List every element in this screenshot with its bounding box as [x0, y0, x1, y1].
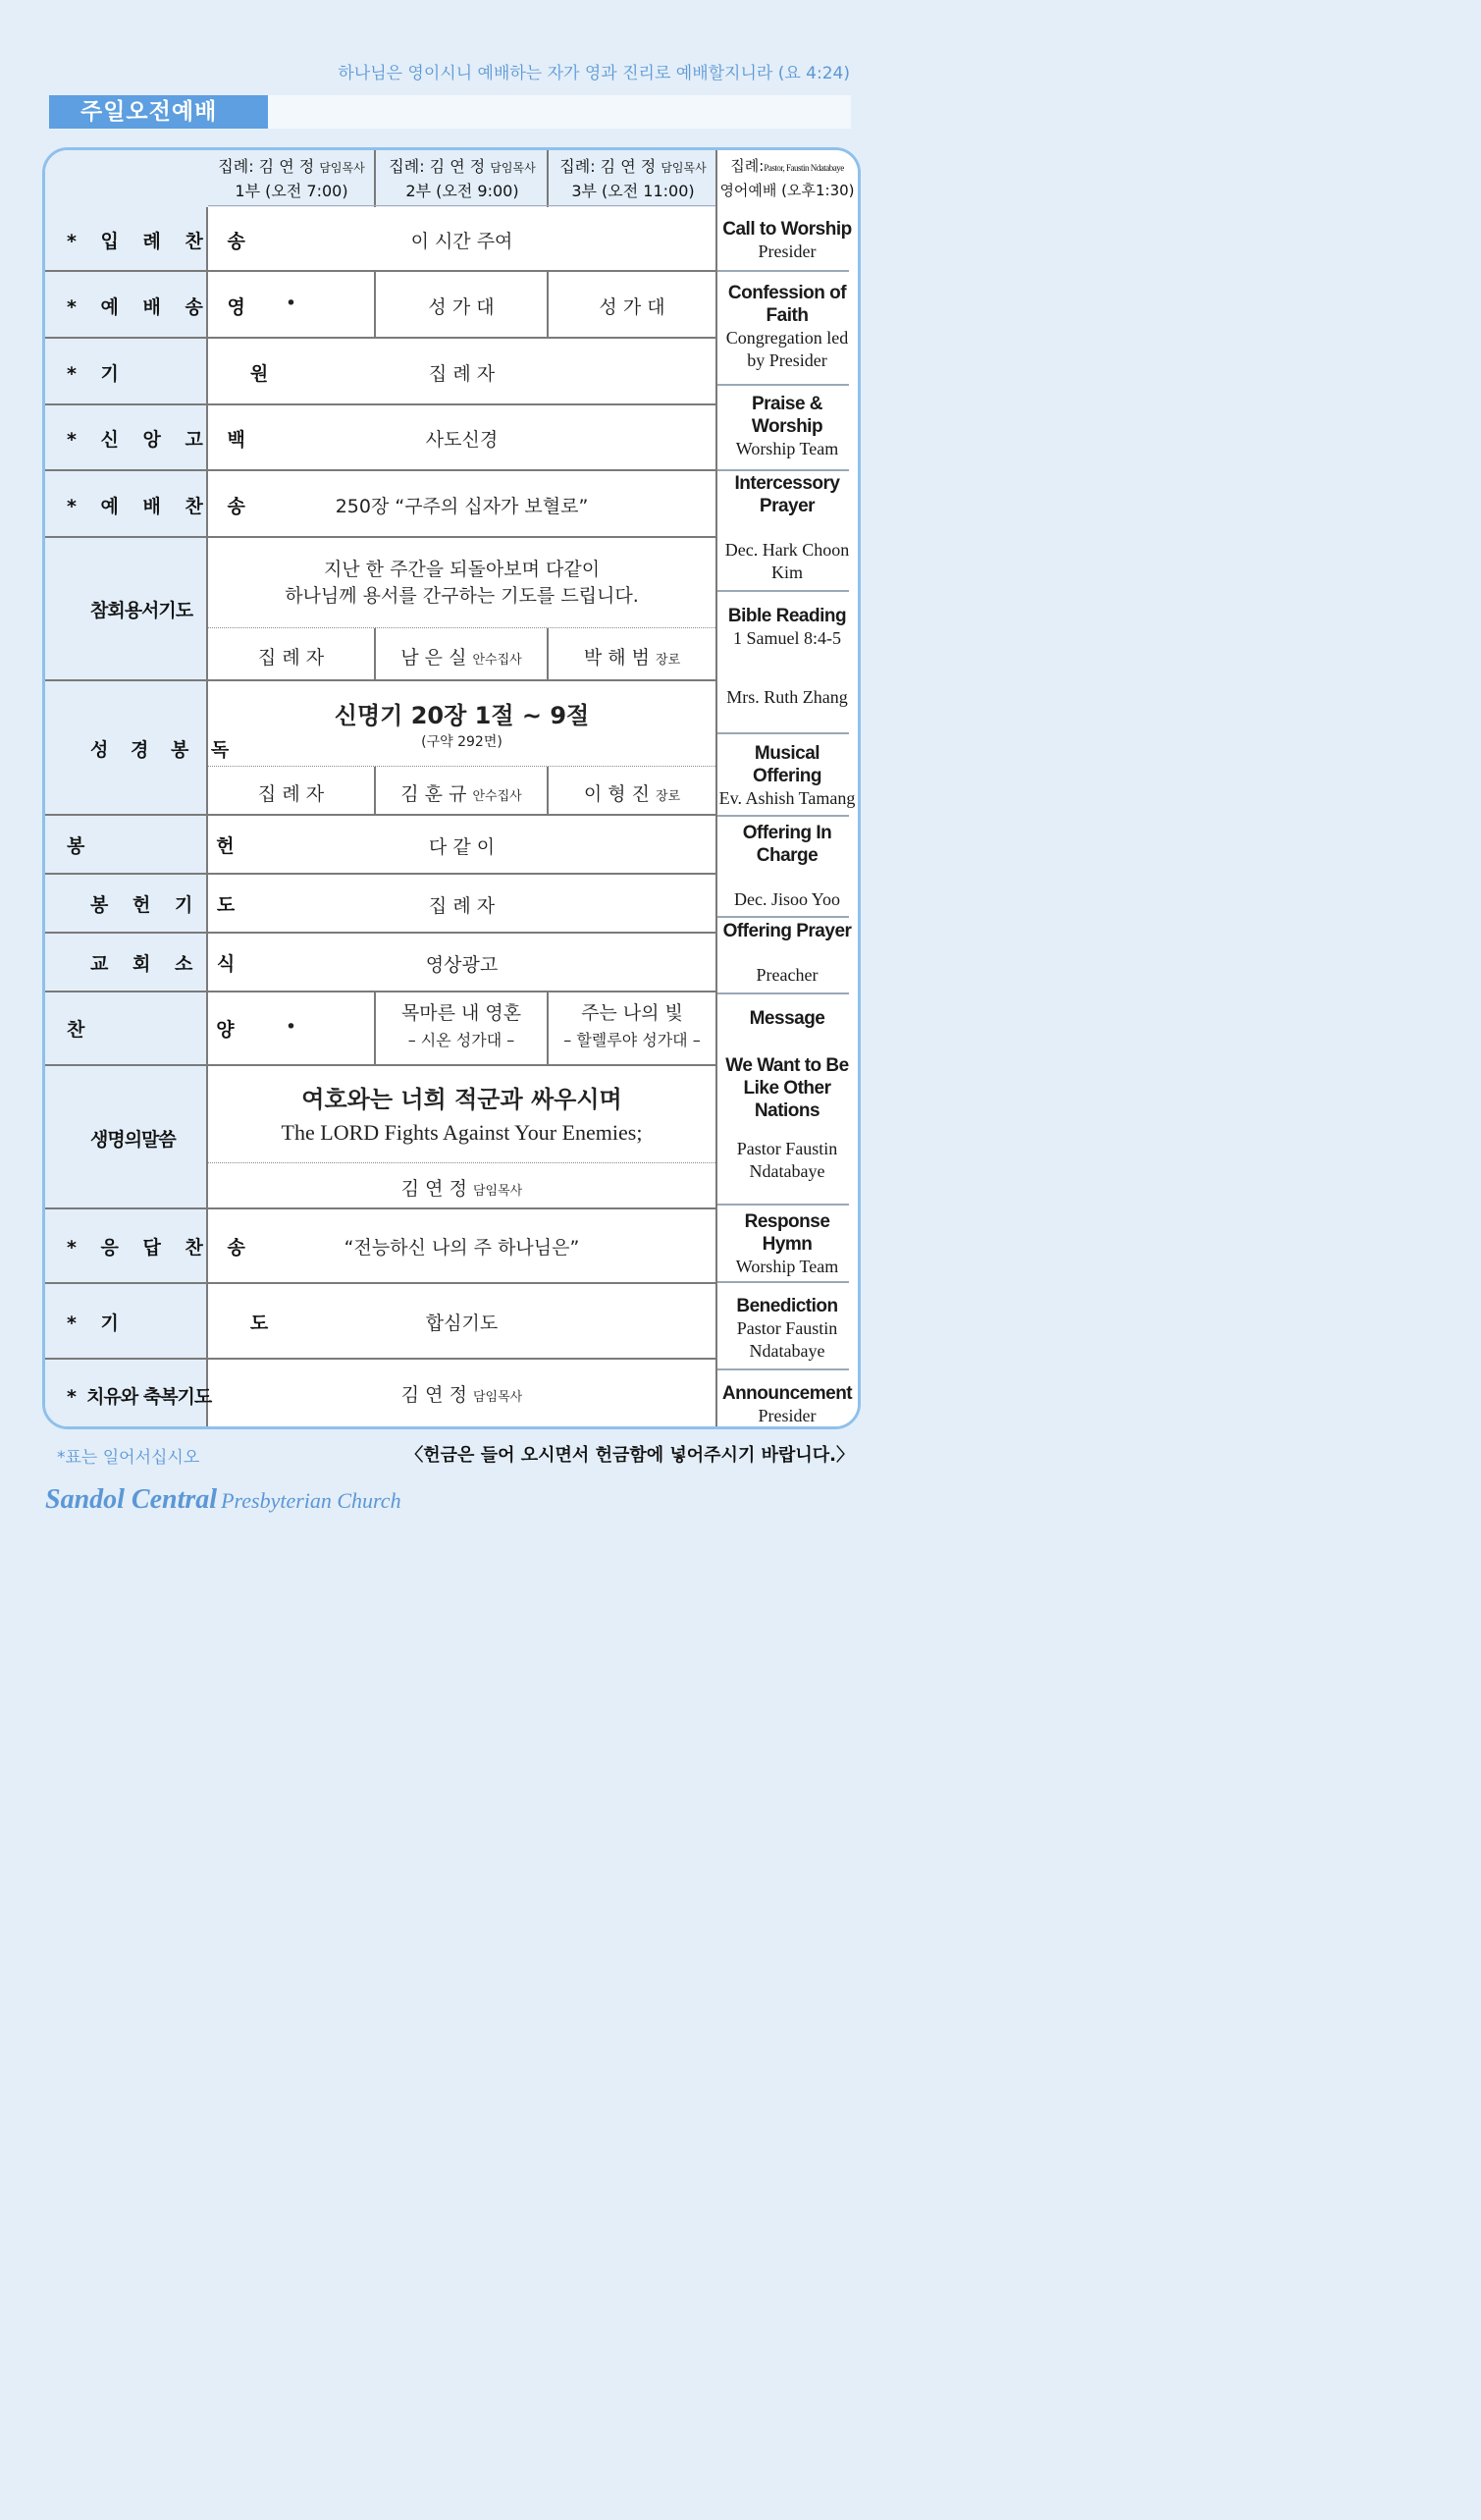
label-invocation: * 기 원 — [67, 363, 278, 385]
en-praise-worship: Praise & Worship Worship Team — [735, 394, 839, 458]
standing-note: *표는 일어서십시오 — [57, 1448, 200, 1468]
label-response-hymn: * 응 답 찬 송 — [67, 1237, 254, 1259]
en-call-to-worship: Call to Worship Presider — [722, 219, 852, 261]
label-worship-hymn: * 예 배 찬 송 — [67, 496, 254, 517]
label-offering: 봉 헌 — [67, 835, 243, 857]
confession-leader-3: 박 해 범 장로 — [583, 647, 681, 669]
en-intercessory-prayer: Intercessory Prayer Dec. Hark Choon Kim — [724, 473, 850, 582]
label-creed: * 신 앙 고 백 — [67, 429, 254, 451]
sermon-title: 여호와는 너희 적군과 싸우시며 — [301, 1086, 622, 1113]
label-prayer: * 기 도 — [67, 1313, 278, 1334]
anthem-service-3: 주는 나의 빛 – 할렐루야 성가대 – — [563, 1002, 701, 1049]
offering-note: 〈헌금은 들어 오시면서 헌금함에 넣어주시기 바랍니다.〉 — [405, 1445, 854, 1466]
verse: 하나님은 영이시니 예배하는 자가 영과 진리로 예배할지니라 (요 4:24) — [338, 64, 850, 83]
label-healing-prayer: * 치유와 축복기도 — [67, 1386, 212, 1408]
sermon-preacher: 김 연 정 담임목사 — [400, 1178, 523, 1200]
en-offering-in-charge: Offering In Charge Dec. Jisoo Yoo — [733, 823, 841, 909]
en-offering-prayer: Offering Prayer Preacher — [722, 921, 852, 985]
confession-leader-1: 집 례 자 — [257, 647, 325, 669]
worship-hymn-value: 250장 “구주의 십자가 보혈로” — [335, 496, 589, 517]
scripture-reference: 신명기 20장 1절 ~ 9절 — [334, 702, 590, 729]
en-reader: Mrs. Ruth Zhang — [726, 687, 848, 707]
prayer-value: 합심기도 — [425, 1313, 499, 1334]
en-sermon: We Want to Be Like Other Nations Pastor Faustin Ndatabaye — [725, 1055, 849, 1181]
label-confession: 참회용서기도 — [90, 600, 193, 621]
church-news-value: 영상광고 — [425, 954, 499, 976]
header-english-service: 집례:Pastor, Faustin Ndatabaye 영어예배 (오후1:30) — [719, 157, 855, 199]
doxology-service-1: • — [285, 293, 297, 314]
label-anthem: 찬 양 — [67, 1019, 243, 1041]
en-musical-offering: Musical Offering Ev. Ashish Tamang — [718, 743, 856, 808]
church-name: Sandol Central Presbyterian Church — [45, 1484, 401, 1515]
response-hymn-value: “전능하신 나의 주 하나님은” — [344, 1237, 580, 1259]
en-response-hymn: Response Hymn Worship Team — [735, 1211, 839, 1276]
invocation-value: 집 례 자 — [428, 363, 496, 385]
creed-value: 사도신경 — [425, 429, 499, 451]
sermon-english-title: The LORD Fights Against Your Enemies; — [281, 1120, 643, 1145]
scripture-reader-3: 이 형 진 장로 — [583, 783, 681, 805]
header-service-2: 집례: 김 연 정 담임목사 2부 (오전 9:00) — [389, 157, 536, 200]
confession-leader-2: 남 은 실 안수집사 — [400, 647, 522, 669]
order-of-worship-table — [42, 147, 861, 1429]
label-doxology: * 예 배 송 영 — [67, 296, 254, 318]
opening-hymn-value: 이 시간 주여 — [410, 231, 513, 252]
offering-value: 다 같 이 — [428, 836, 496, 858]
en-bible-reading: Bible Reading 1 Samuel 8:4-5 — [727, 606, 847, 648]
header-service-3: 집례: 김 연 정 담임목사 3부 (오전 11:00) — [559, 157, 707, 200]
label-scripture: 성 경 봉 독 — [90, 739, 238, 761]
confession-text: 지난 한 주간을 되돌아보며 다같이 하나님께 용서를 간구하는 기도를 드립니다. — [285, 559, 639, 607]
label-opening-hymn: * 입 례 찬 송 — [67, 231, 254, 252]
section-title: 주일오전예배 — [49, 95, 268, 129]
en-confession-of-faith: Confession of Faith Congregation led by Presider — [725, 283, 849, 370]
label-church-news: 교 회 소 식 — [90, 953, 244, 975]
label-sermon: 생명의말씀 — [90, 1129, 176, 1151]
anthem-service-1: • — [285, 1016, 297, 1038]
en-message: Message — [749, 1008, 825, 1029]
doxology-service-3: 성 가 대 — [599, 296, 665, 318]
header-service-1: 집례: 김 연 정 담임목사 1부 (오전 7:00) — [218, 157, 365, 200]
healing-prayer-value: 김 연 정 담임목사 — [400, 1384, 523, 1406]
scripture-page: (구약 292면) — [421, 734, 502, 750]
scripture-reader-2: 김 훈 규 안수집사 — [400, 783, 522, 805]
en-benediction: Benediction Pastor Faustin Ndatabaye — [736, 1296, 838, 1361]
anthem-service-2: 목마른 내 영혼 – 시온 성가대 – — [400, 1002, 522, 1049]
scripture-reader-1: 집 례 자 — [257, 783, 325, 805]
doxology-service-2: 성 가 대 — [428, 296, 495, 318]
offering-prayer-value: 집 례 자 — [428, 895, 496, 917]
en-announcement: Announcement Presider — [721, 1383, 853, 1425]
label-offering-prayer: 봉 헌 기 도 — [90, 894, 244, 916]
